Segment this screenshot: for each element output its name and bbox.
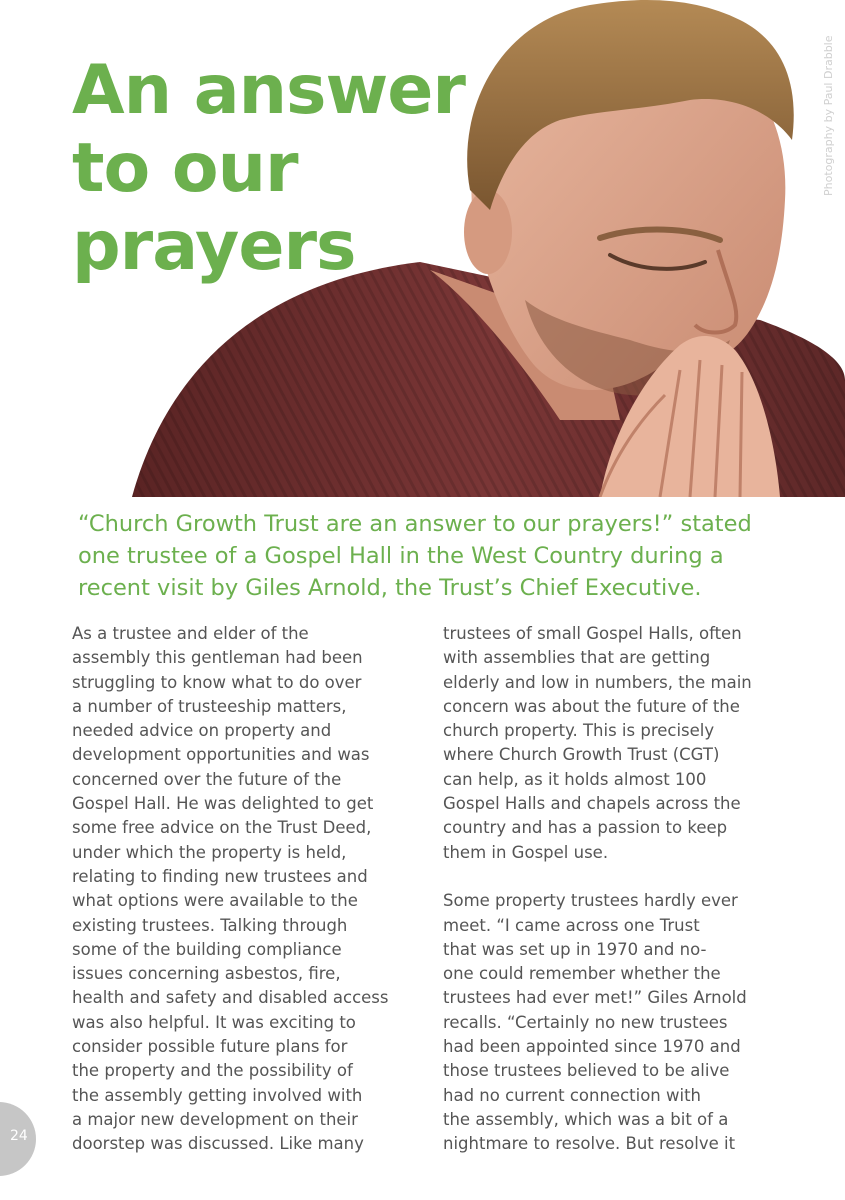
- body-line: trustees had ever met!” Giles Arnold: [443, 988, 747, 1008]
- body-line: development opportunities and was: [72, 745, 370, 765]
- body-line: As a trustee and elder of the: [72, 624, 309, 643]
- pull-quote: [78, 508, 798, 604]
- body-line: under which the property is held,: [72, 842, 347, 862]
- body-line: concern was about the future of the: [443, 696, 740, 716]
- body-line: health and safety and disabled access: [72, 988, 389, 1008]
- body-line: where Church Growth Trust (CGT): [443, 745, 720, 765]
- body-line: some free advice on the Trust Deed,: [72, 818, 372, 838]
- body-line: relating to finding new trustees and: [72, 866, 368, 886]
- body-line: meet. “I came across one Trust: [443, 915, 700, 935]
- article-title: [72, 52, 465, 286]
- body-line: elderly and low in numbers, the main: [443, 672, 752, 692]
- pull-quote-line: “Church Growth Trust are an answer to our prayers!” stated: [78, 511, 752, 537]
- body-line: Gospel Hall. He was delighted to get: [72, 794, 374, 814]
- body-line: had no current connection with: [443, 1085, 702, 1105]
- body-line: assembly this gentleman had been: [72, 648, 363, 668]
- body-column-right: [443, 622, 752, 1157]
- body-line: with assemblies that are getting: [443, 648, 711, 668]
- body-line: trustees of small Gospel Halls, often: [443, 624, 742, 643]
- body-line: was also helpful. It was exciting to: [72, 1012, 356, 1032]
- body-line: consider possible future plans for: [72, 1037, 348, 1057]
- body-line: church property. This is precisely: [443, 721, 715, 741]
- body-line: needed advice on property and: [72, 721, 332, 741]
- paragraph-gap: [443, 865, 752, 889]
- body-line: issues concerning asbestos, fire,: [72, 964, 341, 984]
- body-line: recalls. “Certainly no new trustees: [443, 1012, 728, 1032]
- body-column-left: [72, 622, 389, 1157]
- body-line: concerned over the future of the: [72, 769, 342, 789]
- title-line: prayers: [72, 207, 356, 286]
- body-line: Some property trustees hardly ever: [443, 891, 738, 911]
- pull-quote-line: one trustee of a Gospel Hall in the West Country during a: [78, 543, 724, 569]
- body-line: nightmare to resolve. But resolve it: [443, 1134, 736, 1154]
- photo-credit: Photography by Paul Drabble: [822, 35, 835, 196]
- body-line: those trustees believed to be alive: [443, 1061, 730, 1081]
- pull-quote-line: recent visit by Giles Arnold, the Trust’s Chief Executive.: [78, 575, 702, 601]
- body-line: that was set up in 1970 and no-: [443, 939, 707, 959]
- body-line: country and has a passion to keep: [443, 818, 728, 838]
- body-line: had been appointed since 1970 and: [443, 1037, 741, 1057]
- body-line: one could remember whether the: [443, 964, 721, 984]
- body-line: a major new development on their: [72, 1109, 358, 1129]
- body-line: the property and the possibility of: [72, 1061, 353, 1081]
- body-line: them in Gospel use.: [443, 842, 609, 862]
- body-line: Gospel Halls and chapels across the: [443, 794, 741, 814]
- body-line: a number of trusteeship matters,: [72, 696, 347, 716]
- page-number: 24: [10, 1128, 28, 1144]
- body-line: doorstep was discussed. Like many: [72, 1134, 364, 1154]
- body-line: existing trustees. Talking through: [72, 915, 348, 935]
- body-line: struggling to know what to do over: [72, 672, 362, 692]
- title-line: to our: [72, 129, 298, 208]
- title-line: An answer: [72, 51, 465, 130]
- body-line: the assembly, which was a bit of a: [443, 1109, 729, 1129]
- body-line: the assembly getting involved with: [72, 1085, 363, 1105]
- body-line: some of the building compliance: [72, 939, 342, 959]
- body-line: what options were available to the: [72, 891, 358, 911]
- body-line: can help, as it holds almost 100: [443, 769, 707, 789]
